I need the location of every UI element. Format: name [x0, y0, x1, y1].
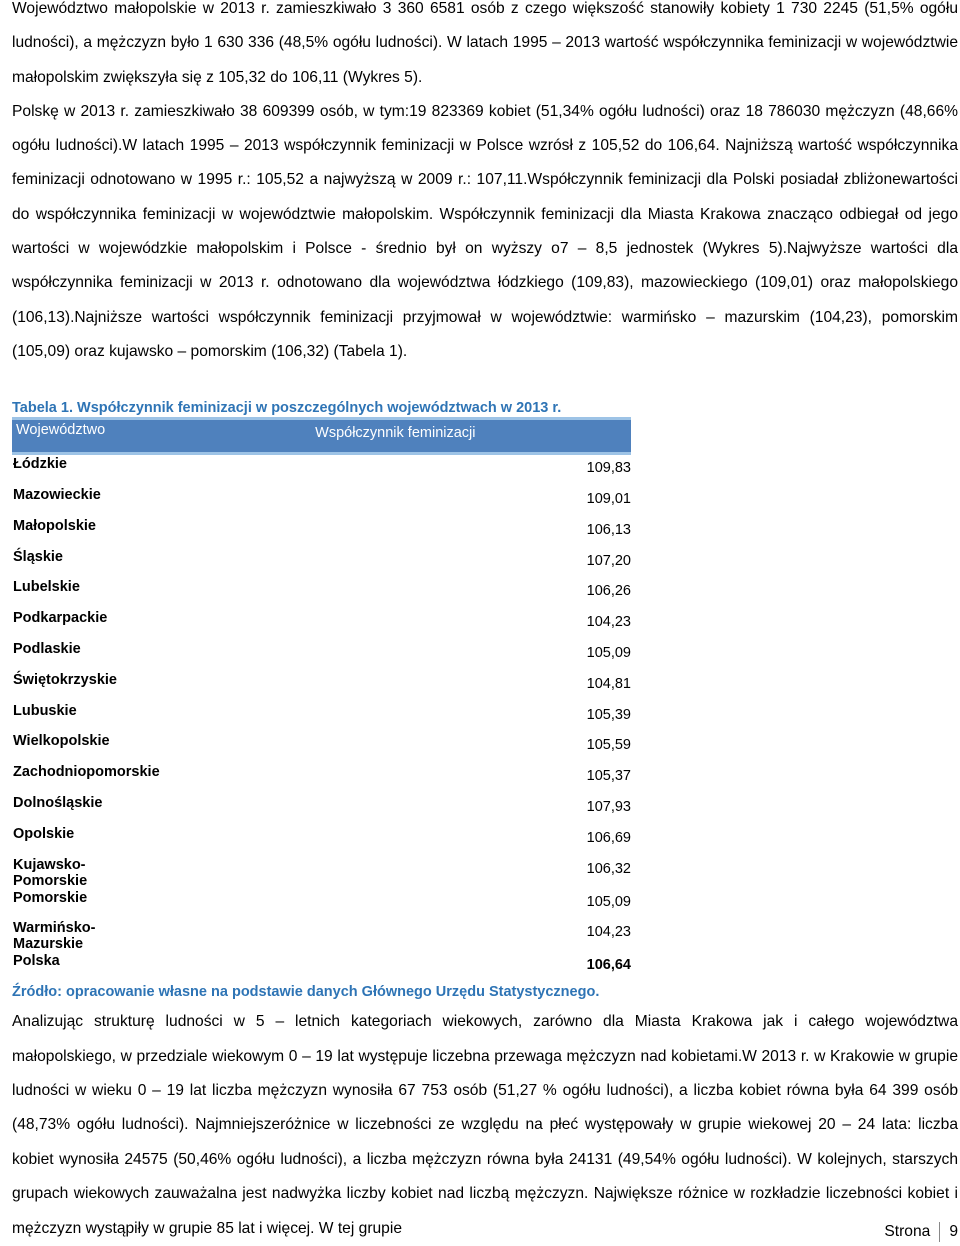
- feminization-value: 105,37: [586, 768, 631, 785]
- voivodeship-name: Pomorskie: [13, 889, 88, 906]
- analysis-paragraph: Analizując strukturę ludności w 5 – letnich kategoriach wiekowych, zarówno dla Miasta Krakowa jak i całego województwa małopolskiego, w przedziale wiekowym 0 – 19 lat występuje liczebna przewaga mężczyzn nad kobietami.W 2013 r. w Krakowie w grupie ludności w wieku 0 – 19 lat liczba mężczyzn wynosiła 67 753 osób (51,27 % ogółu ludności), a liczba kobiet równa była 64 399 osób (48,73% ogółu ludności). Najmniejszeróżnice w liczebności ze względu na płeć występowały w grupie wiekowej 20 – 24 lata: liczba kobiet wynosiła 24575 (50,46% ogółu ludności), a liczba mężczyzn równa była 24131 (49,54% ogółu ludności). W kolejnych, starszych grupach wiekowych zauważalna jest nadwyżka liczby kobiet nad liczbą mężczyzn. Największe różnice w rozkładzie liczebności kobiet i mężczyzn wystąpiły w grupie 85 lat i więcej. W tej grupie: [12, 1013, 958, 1237]
- page-footer: [884, 1222, 958, 1242]
- voivodeship-name: Opolskie: [13, 825, 75, 842]
- voivodeship-name: Wielkopolskie: [13, 733, 110, 750]
- voivodeship-name: Lubelskie: [13, 579, 80, 596]
- table-source: Źródło: opracowanie własne na podstawie danych Głównego Urzędu Statystycznego.: [12, 984, 600, 1001]
- voivodeship-name: Dolnośląskie: [13, 795, 103, 812]
- feminization-value: 106,32: [586, 860, 631, 877]
- feminization-value: 105,39: [586, 706, 631, 723]
- table-row: [12, 825, 631, 856]
- feminization-value: 104,23: [586, 924, 631, 941]
- table-row: [12, 889, 631, 920]
- column-header-coefficient: Współczynnik feminizacji: [160, 419, 631, 454]
- table-row: [12, 856, 631, 889]
- feminization-value: 104,23: [586, 614, 631, 631]
- table-row: [12, 732, 631, 763]
- feminization-value: 106,69: [586, 829, 631, 846]
- voivodeship-name: Świętokrzyskie: [13, 671, 117, 688]
- table-body: [12, 454, 631, 983]
- table-caption: Tabela 1. Współczynnik feminizacji w poszczególnych województwach w 2013 r.: [12, 400, 562, 417]
- table-row: [12, 578, 631, 609]
- table-row: [12, 548, 631, 579]
- footer-label: Strona: [884, 1223, 931, 1240]
- feminization-value: 104,81: [586, 675, 631, 692]
- voivodeship-name: Łódzkie: [13, 456, 67, 473]
- voivodeship-name: Polska: [13, 953, 60, 970]
- document-page: [12, 0, 958, 1246]
- table-row: [12, 671, 631, 702]
- feminization-value: 106,64: [586, 957, 631, 974]
- voivodeship-name: Śląskie: [13, 548, 63, 565]
- table-row: [12, 517, 631, 548]
- table-row: [12, 702, 631, 733]
- table-row: [12, 486, 631, 517]
- table-row: [12, 794, 631, 825]
- feminization-value: 109,01: [586, 491, 631, 508]
- feminization-value: 106,26: [586, 583, 631, 600]
- feminization-value: 109,83: [586, 460, 631, 477]
- voivodeship-name: Lubuskie: [13, 702, 77, 719]
- feminization-value: 105,09: [586, 645, 631, 662]
- voivodeship-name: Podlaskie: [13, 641, 81, 658]
- table-row: [12, 609, 631, 640]
- voivodeship-name: Małopolskie: [13, 517, 96, 534]
- table-row: [12, 952, 631, 983]
- voivodeship-name: Podkarpackie: [13, 610, 108, 627]
- footer-separator: [939, 1222, 940, 1242]
- feminization-value: 105,59: [586, 737, 631, 754]
- page-number: 9: [949, 1223, 958, 1240]
- voivodeship-name: Zachodniopomorskie: [13, 764, 160, 781]
- intro-paragraph-2: Polskę w 2013 r. zamieszkiwało 38 609399 osób, w tym:19 823369 kobiet (51,34% ogółu ludności) oraz 18 786030 mężczyzn (48,66% ogółu ludności).W latach 1995 – 2013 współczynnik feminizacji w Polsce wzrósł z 105,52 do 106,64. Najniższą wartość współczynnika feminizacji odnotowano w 1995 r.: 105,52 a najwyższą w 2009 r.: 107,11.Współczynnik feminizacji dla Polski posiadał zbliżonewartości do współczynnika feminizacji w województwie małopolskim. Współczynnik feminizacji dla Miasta Krakowa znacząco odbiegał od jego wartości w wojewódzkie małopolskim i Polsce - średnio był on wyższy o7 – 8,5 jednostek (Wykres 5).Najwyższe wartości dla współczynnika feminizacji w 2013 r. odnotowano dla województwa łódzkiego (109,83), mazowieckiego (109,01) oraz małopolskiego (106,13).Najniższe wartości współczynnik feminizacji przyjmował w województwie: warmińsko – mazurskim (104,23), pomorskim (105,09) oraz kujawsko – pomorskim (106,32) (Tabela 1).: [12, 102, 958, 360]
- table-header-row: [12, 419, 631, 454]
- feminization-value: 107,20: [586, 552, 631, 569]
- table-row: [12, 454, 631, 486]
- feminization-table: [12, 417, 631, 983]
- table-row: [12, 640, 631, 671]
- voivodeship-name: Warmińsko-Mazurskie: [13, 920, 96, 953]
- table-row: [12, 763, 631, 794]
- table-row: [12, 919, 631, 952]
- feminization-value: 107,93: [586, 799, 631, 816]
- voivodeship-name: Mazowieckie: [13, 487, 101, 504]
- feminization-value: 105,09: [586, 893, 631, 910]
- voivodeship-name: Kujawsko-Pomorskie: [13, 856, 88, 889]
- intro-paragraph-1: Województwo małopolskie w 2013 r. zamieszkiwało 3 360 6581 osób z czego większość stanowiły kobiety 1 730 2245 (51,5% ogółu ludności), a mężczyzn było 1 630 336 (48,5% ogółu ludności). W latach 1995 – 2013 wartość współczynnika feminizacji w województwie małopolskim zwiększyła się z 105,32 do 106,11 (Wykres 5).: [12, 0, 958, 86]
- column-header-voivodeship: Województwo: [12, 419, 160, 454]
- feminization-value: 106,13: [586, 521, 631, 538]
